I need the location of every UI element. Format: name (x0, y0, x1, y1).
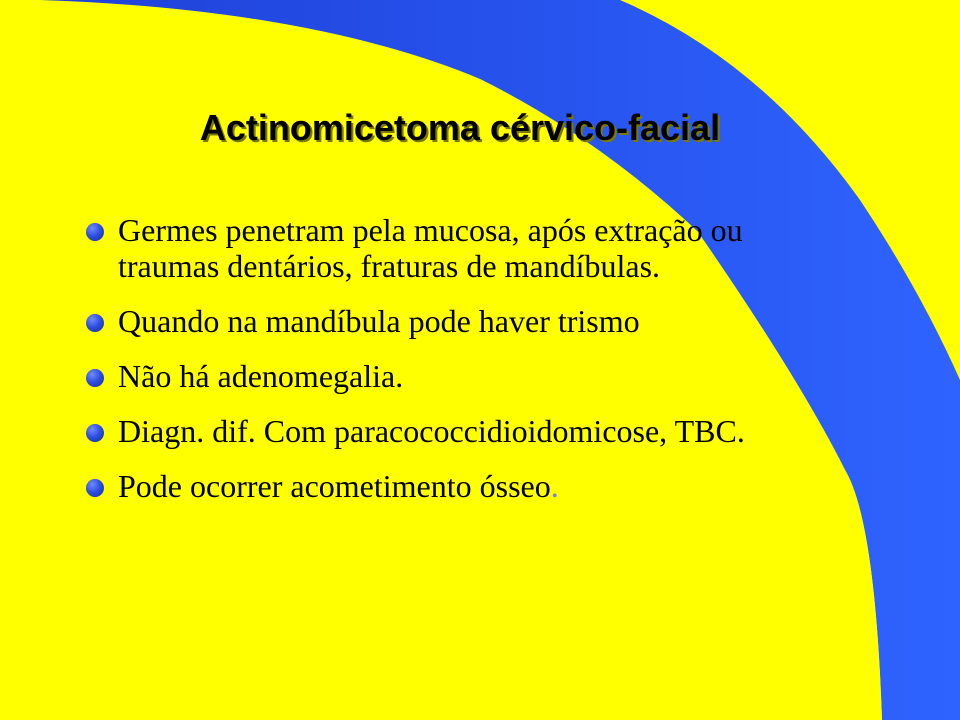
slide-title: Actinomicetoma cérvico-facial (199, 107, 721, 148)
round-bullet-icon (86, 314, 104, 332)
bullet-item (84, 303, 844, 339)
bullet-text: Germes penetram pela mucosa, após extração ou traumas dentários, fraturas de mandíbulas. (118, 212, 743, 284)
round-bullet-icon (86, 479, 104, 497)
bullet-list (84, 212, 844, 523)
bullet-item (84, 413, 844, 449)
round-bullet-icon (86, 369, 104, 387)
bullet-text: Quando na mandíbula pode haver trismo (118, 303, 640, 339)
bullet-item (84, 212, 844, 284)
round-bullet-icon (86, 424, 104, 442)
bullet-item (84, 358, 844, 394)
bullet-item (84, 468, 844, 504)
bullet-text: Pode ocorrer acometimento ósseo (118, 468, 551, 504)
bullet-trailing-period: . (550, 468, 559, 504)
round-bullet-icon (86, 223, 104, 241)
title-container (0, 103, 960, 153)
bullet-text: Não há adenomegalia. (118, 358, 404, 394)
bullet-text: Diagn. dif. Com paracococcidioidomicose, TBC. (118, 413, 745, 449)
